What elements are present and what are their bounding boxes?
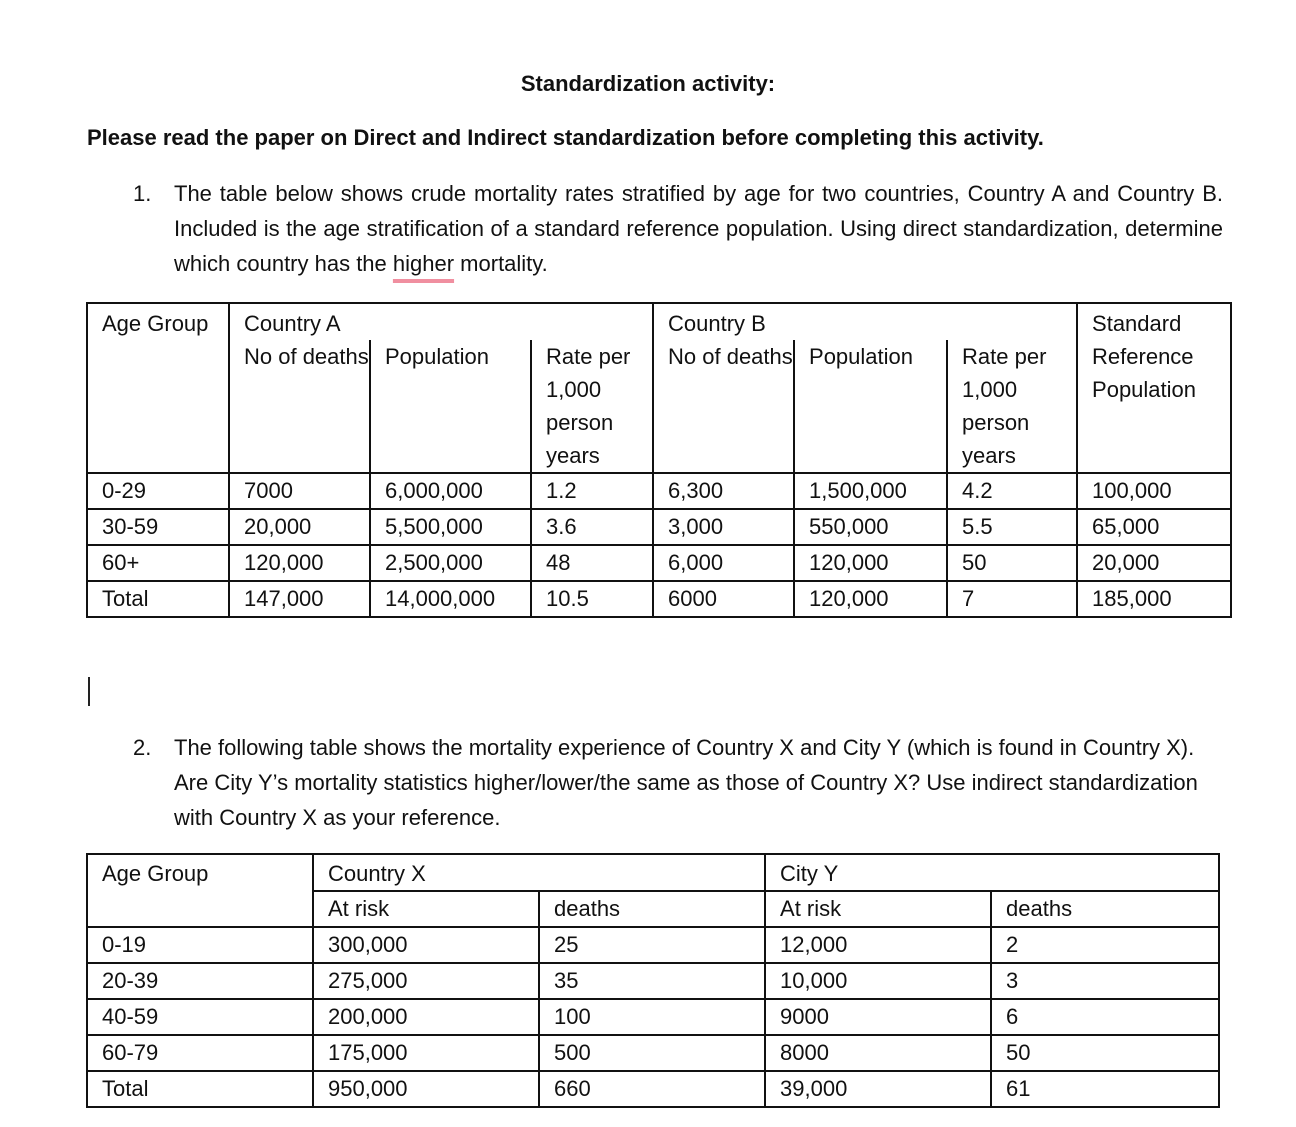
cell-x-deaths: 660 <box>539 1071 765 1107</box>
header-country-b: Country B <box>653 303 1077 340</box>
cell-y-at-risk: 12,000 <box>765 927 991 963</box>
table-row-total <box>87 1071 1219 1107</box>
cell-a-rate: 1.2 <box>531 473 653 509</box>
question-1 <box>133 176 1223 281</box>
cell-x-at-risk: 950,000 <box>313 1071 539 1107</box>
table-row <box>87 999 1219 1035</box>
question-2-text: The following table shows the mortality experience of Country X and City Y (which is found in Country X). Are City Y’s mortality statistics higher/lower/the same as those of Country X? Use indirect standardization with Country X as your reference. <box>174 735 1198 830</box>
header-a-deaths: No of deaths <box>229 340 370 473</box>
question-2 <box>133 730 1223 835</box>
header-a-rate: Rate per 1,000 person years <box>531 340 653 473</box>
cell-a-population: 2,500,000 <box>370 545 531 581</box>
cell-b-population: 120,000 <box>794 581 947 617</box>
table-row <box>87 473 1231 509</box>
cell-b-rate: 7 <box>947 581 1077 617</box>
header-y-deaths: deaths <box>991 891 1219 927</box>
cell-x-at-risk: 175,000 <box>313 1035 539 1071</box>
question-1-text: The table below shows crude mortality rates stratified by age for two countries, Country A and Country B. Included is the age stratification of a standard reference population. Using direct standardization, determine which country has the higher mortality. <box>174 181 1223 276</box>
indirect-standardization-table <box>86 853 1220 1108</box>
cell-y-deaths: 50 <box>991 1035 1219 1071</box>
cell-std-population: 100,000 <box>1077 473 1231 509</box>
cell-b-population: 550,000 <box>794 509 947 545</box>
cell-x-deaths: 25 <box>539 927 765 963</box>
header-x-at-risk: At risk <box>313 891 539 927</box>
cell-age-group: 30-59 <box>87 509 229 545</box>
header-city-y: City Y <box>765 854 1219 891</box>
instruction-text: Please read the paper on Direct and Indirect standardization before completing this activity. <box>87 125 1044 150</box>
cell-x-at-risk: 275,000 <box>313 963 539 999</box>
cell-b-deaths: 6,300 <box>653 473 794 509</box>
header-x-deaths: deaths <box>539 891 765 927</box>
cell-b-rate: 50 <box>947 545 1077 581</box>
table-row <box>87 509 1231 545</box>
header-country-a: Country A <box>229 303 653 340</box>
cell-age-group: 20-39 <box>87 963 313 999</box>
header-age-group: Age Group <box>87 303 229 473</box>
header-standard-reference-population: Standard Reference Population <box>1077 303 1231 473</box>
cell-std-population: 185,000 <box>1077 581 1231 617</box>
cell-y-deaths: 3 <box>991 963 1219 999</box>
header-b-deaths: No of deaths <box>653 340 794 473</box>
text-cursor <box>88 677 90 706</box>
cell-y-at-risk: 9000 <box>765 999 991 1035</box>
cell-a-deaths: 147,000 <box>229 581 370 617</box>
cell-age-group: 40-59 <box>87 999 313 1035</box>
question-1-number: 1. <box>133 181 152 206</box>
cell-age-group: Total <box>87 1071 313 1107</box>
cell-a-population: 14,000,000 <box>370 581 531 617</box>
cell-a-deaths: 7000 <box>229 473 370 509</box>
page-title: Standardization activity: <box>520 71 776 96</box>
cell-age-group: 0-29 <box>87 473 229 509</box>
table-row-total <box>87 581 1231 617</box>
direct-standardization-table <box>86 302 1232 618</box>
cell-a-population: 6,000,000 <box>370 473 531 509</box>
cell-x-deaths: 500 <box>539 1035 765 1071</box>
cell-a-rate: 10.5 <box>531 581 653 617</box>
header-b-rate: Rate per 1,000 person years <box>947 340 1077 473</box>
table-row <box>87 545 1231 581</box>
cell-a-deaths: 120,000 <box>229 545 370 581</box>
header-y-at-risk: At risk <box>765 891 991 927</box>
cell-y-deaths: 61 <box>991 1071 1219 1107</box>
cell-b-deaths: 6000 <box>653 581 794 617</box>
header-age-group: Age Group <box>87 854 313 927</box>
cell-b-population: 1,500,000 <box>794 473 947 509</box>
cell-x-deaths: 35 <box>539 963 765 999</box>
table-row <box>87 1035 1219 1071</box>
cell-b-deaths: 3,000 <box>653 509 794 545</box>
cell-y-at-risk: 39,000 <box>765 1071 991 1107</box>
cell-a-deaths: 20,000 <box>229 509 370 545</box>
cell-y-deaths: 6 <box>991 999 1219 1035</box>
cell-age-group: Total <box>87 581 229 617</box>
table-row <box>87 963 1219 999</box>
cell-a-rate: 3.6 <box>531 509 653 545</box>
cell-a-rate: 48 <box>531 545 653 581</box>
cell-y-at-risk: 8000 <box>765 1035 991 1071</box>
cell-std-population: 65,000 <box>1077 509 1231 545</box>
question-2-number: 2. <box>133 735 152 760</box>
cell-age-group: 60-79 <box>87 1035 313 1071</box>
cell-y-at-risk: 10,000 <box>765 963 991 999</box>
cell-std-population: 20,000 <box>1077 545 1231 581</box>
header-a-population: Population <box>370 340 531 473</box>
cell-y-deaths: 2 <box>991 927 1219 963</box>
header-b-population: Population <box>794 340 947 473</box>
cell-x-at-risk: 300,000 <box>313 927 539 963</box>
cell-age-group: 60+ <box>87 545 229 581</box>
cell-b-rate: 4.2 <box>947 473 1077 509</box>
cell-b-population: 120,000 <box>794 545 947 581</box>
cell-a-population: 5,500,000 <box>370 509 531 545</box>
header-country-x: Country X <box>313 854 765 891</box>
cell-b-deaths: 6,000 <box>653 545 794 581</box>
cell-x-deaths: 100 <box>539 999 765 1035</box>
cell-x-at-risk: 200,000 <box>313 999 539 1035</box>
spellcheck-word[interactable]: higher <box>392 251 455 276</box>
table-row <box>87 927 1219 963</box>
cell-age-group: 0-19 <box>87 927 313 963</box>
cell-b-rate: 5.5 <box>947 509 1077 545</box>
